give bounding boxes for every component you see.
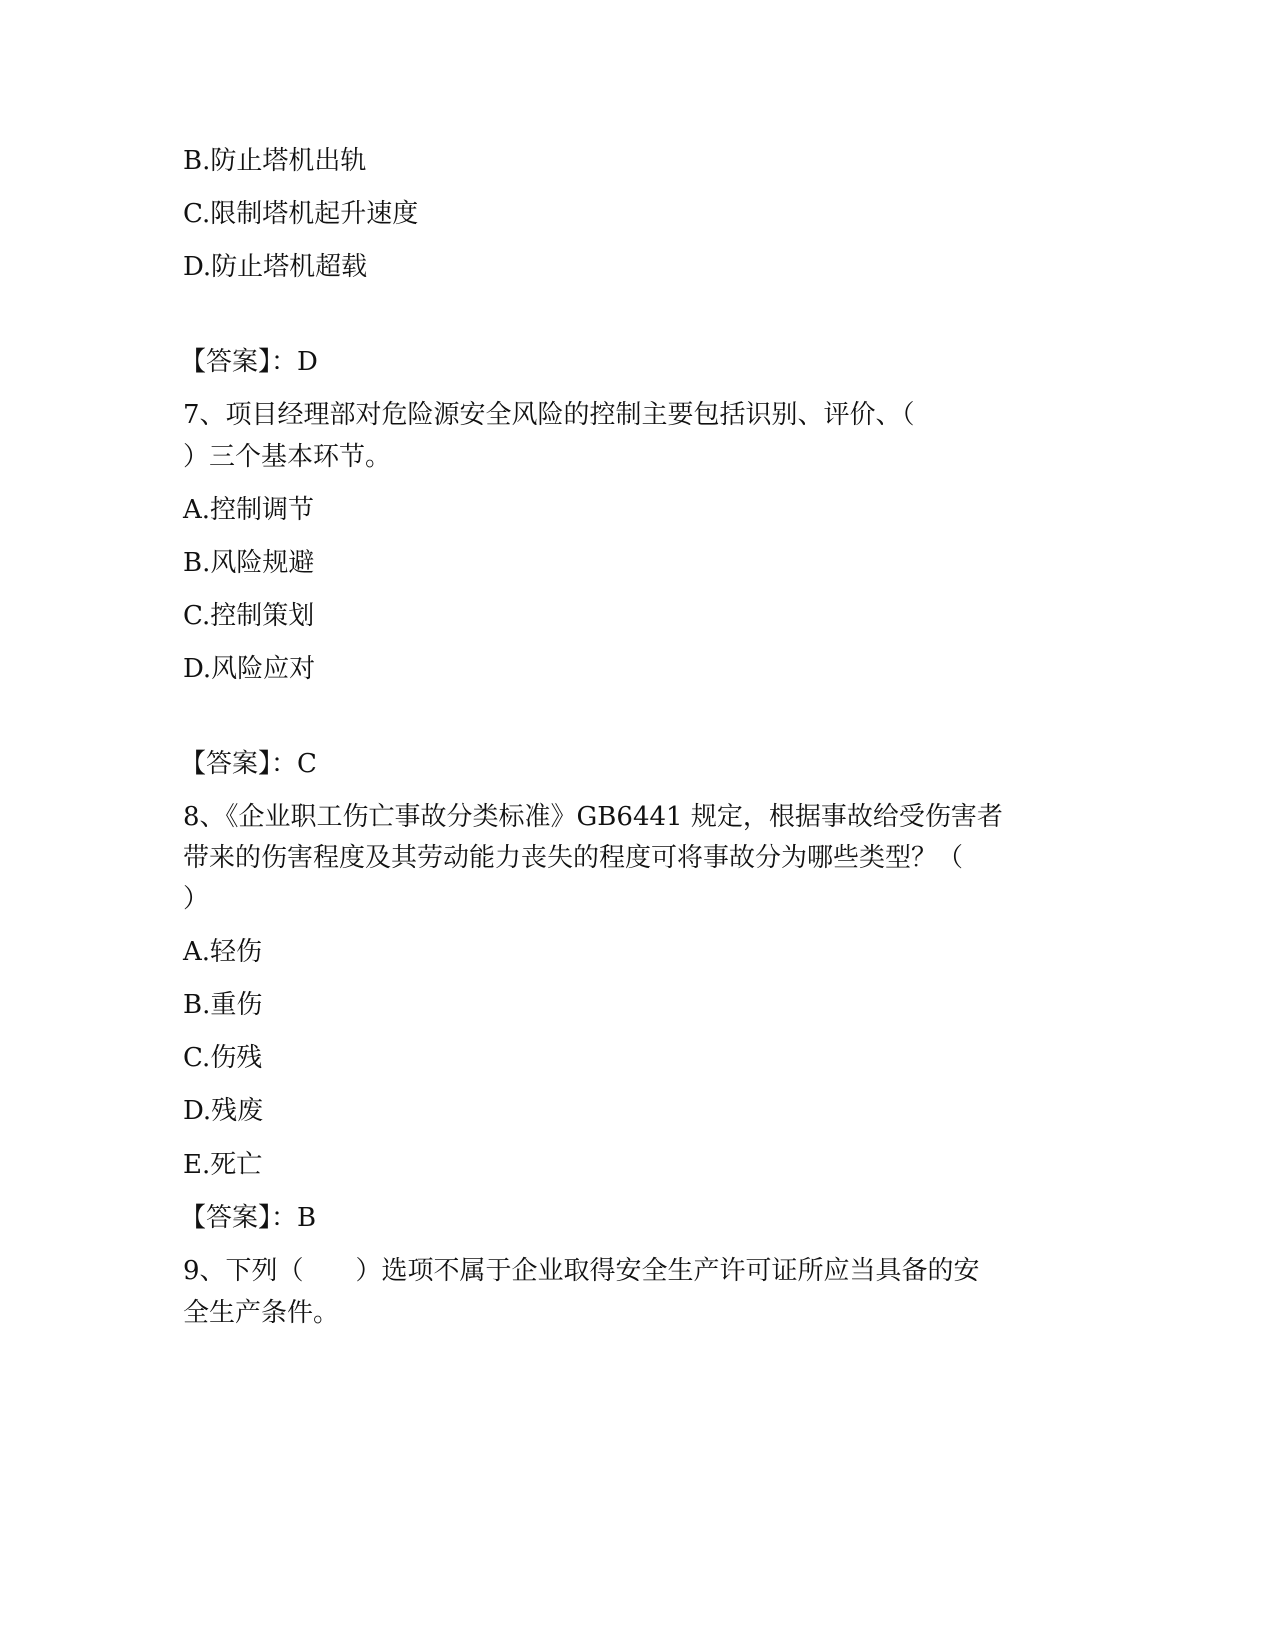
q9-question-line-1: 9、下列（ ）选项不属于企业取得安全生产许可证所应当具备的安 <box>183 1256 980 1286</box>
q8-question-line-2: 带来的伤害程度及其劳动能力丧失的程度可将事故分为哪些类型？（ <box>183 843 964 873</box>
q8-option-d: D.残废 <box>183 1096 264 1126</box>
q6-answer: 【答案】：D <box>180 347 318 377</box>
q7-option-a: A.控制调节 <box>183 495 315 525</box>
q9-question-line-2: 全生产条件。 <box>183 1298 340 1328</box>
q8-option-e: E.死亡 <box>183 1150 263 1180</box>
q7-option-d: D.风险应对 <box>183 654 316 684</box>
q8-option-b: B.重伤 <box>183 990 263 1020</box>
q7-question-line-1: 7、项目经理部对危险源安全风险的控制主要包括识别、评价、（ <box>183 400 915 430</box>
q8-question-line-3: ） <box>183 884 210 914</box>
q6-option-b: B.防止塔机出轨 <box>183 146 367 176</box>
q8-question-line-1: 8、《企业职工伤亡事故分类标准》GB6441 规定，根据事故给受伤害者 <box>183 802 1003 832</box>
q6-option-d: D.防止塔机超载 <box>183 252 368 282</box>
q8-option-c: C.伤残 <box>183 1043 263 1073</box>
q7-question-line-2: ）三个基本环节。 <box>183 442 392 472</box>
q8-answer: 【答案】：B <box>180 1203 317 1233</box>
q7-option-c: C.控制策划 <box>183 601 315 631</box>
q7-answer: 【答案】：C <box>180 749 317 779</box>
q6-option-c: C.限制塔机起升速度 <box>183 199 419 229</box>
q7-option-b: B.风险规避 <box>183 548 315 578</box>
q8-option-a: A.轻伤 <box>183 937 263 967</box>
